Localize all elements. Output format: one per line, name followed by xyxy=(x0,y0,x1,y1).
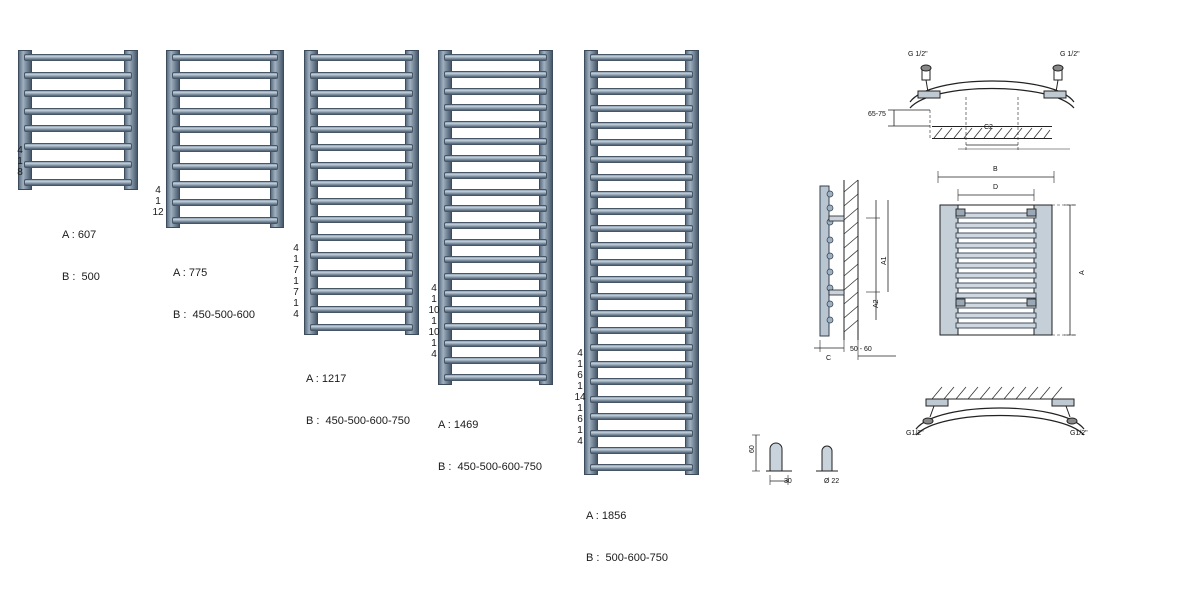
radiator-bar xyxy=(310,288,413,295)
caption-model-5 xyxy=(586,481,668,593)
height-code: 1 xyxy=(293,254,299,265)
height-code: 7 xyxy=(293,287,299,298)
height-codes-model-3 xyxy=(290,243,302,320)
height-code: 4 xyxy=(577,348,583,359)
caption-model-4 xyxy=(438,390,542,502)
radiator-bar xyxy=(590,310,693,317)
height-code: 10 xyxy=(428,327,440,338)
radiator-bar xyxy=(590,344,693,351)
radiator-bar xyxy=(590,191,693,198)
height-codes-model-5 xyxy=(574,348,586,447)
height-code: 4 xyxy=(577,436,583,447)
radiator-bar xyxy=(24,54,132,61)
radiator-bar xyxy=(590,259,693,266)
bracket-pin-detail xyxy=(740,425,870,495)
height-code: 1 xyxy=(293,276,299,287)
label-b-model-4: B : 450-500-600-750 xyxy=(438,461,542,473)
radiator-bar xyxy=(444,239,547,246)
radiator-bar xyxy=(444,205,547,212)
radiator-bar xyxy=(444,323,547,330)
top-center-dim-label: C2 xyxy=(984,124,993,131)
radiator-bar xyxy=(310,252,413,259)
radiator-bar xyxy=(310,162,413,169)
radiator-bar xyxy=(444,121,547,128)
radiator-bar xyxy=(24,108,132,115)
radiator-bar xyxy=(590,327,693,334)
radiator-bar xyxy=(444,189,547,196)
radiator-bar xyxy=(310,306,413,313)
radiator-bar xyxy=(590,156,693,163)
radiator-bar xyxy=(24,125,132,132)
caption-model-2 xyxy=(173,238,255,350)
height-code: 6 xyxy=(577,414,583,425)
radiator-model-3 xyxy=(304,50,419,335)
side-dim-a1-label: A1 xyxy=(881,256,888,265)
height-code: 1 xyxy=(577,381,583,392)
radiator-bar xyxy=(310,270,413,277)
radiator-bar xyxy=(590,174,693,181)
radiator-bar xyxy=(444,357,547,364)
radiator-bar xyxy=(444,374,547,381)
radiator-bars xyxy=(310,54,413,331)
height-code: 14 xyxy=(574,392,586,403)
height-code: 1 xyxy=(431,316,437,327)
bracket-depth-label: 30 xyxy=(784,478,792,485)
radiator-model-1 xyxy=(18,50,138,190)
radiator-bar xyxy=(310,216,413,223)
caption-model-1 xyxy=(62,200,100,312)
radiator-bars xyxy=(590,54,693,471)
radiator-bar xyxy=(172,90,278,97)
radiator-bar xyxy=(444,138,547,145)
radiator-bar xyxy=(24,179,132,186)
radiator-bar xyxy=(590,447,693,454)
radiator-bar xyxy=(590,122,693,129)
radiator-bar xyxy=(590,464,693,471)
height-code: 4 xyxy=(431,283,437,294)
bottom-thread-left-label: G1/2" xyxy=(906,430,924,437)
radiator-bar xyxy=(590,225,693,232)
height-code: 1 xyxy=(431,294,437,305)
bottom-connection-detail xyxy=(890,355,1120,445)
radiator-bar xyxy=(310,324,413,331)
height-code: 4 xyxy=(293,243,299,254)
radiator-bar xyxy=(310,180,413,187)
height-code: 1 xyxy=(577,403,583,414)
height-code: 7 xyxy=(293,265,299,276)
radiator-bar xyxy=(310,108,413,115)
radiator-bar xyxy=(590,139,693,146)
bracket-pin-svg xyxy=(740,425,870,495)
height-code: 6 xyxy=(577,370,583,381)
radiator-bar xyxy=(590,54,693,61)
radiator-bar xyxy=(590,293,693,300)
label-a-model-5: A : 1856 xyxy=(586,510,627,522)
height-codes-model-4 xyxy=(428,283,440,360)
height-code: 12 xyxy=(152,207,164,218)
radiator-bar xyxy=(444,172,547,179)
height-code: 8 xyxy=(17,167,23,178)
radiator-bar xyxy=(444,273,547,280)
radiator-bar xyxy=(444,256,547,263)
height-code: 4 xyxy=(155,185,161,196)
top-thread-left-label: G 1/2" xyxy=(908,51,928,58)
valve-right xyxy=(1044,65,1066,98)
radiator-bar xyxy=(310,126,413,133)
radiator-bar xyxy=(172,199,278,206)
front-width-inner-label: D xyxy=(993,184,999,191)
label-b-model-1: B : 500 xyxy=(62,271,100,283)
label-b-model-5: B : 500-600-750 xyxy=(586,552,668,564)
radiator-bar xyxy=(444,155,547,162)
top-connection-detail xyxy=(870,50,1110,150)
radiator-bars xyxy=(444,54,547,381)
radiator-bar xyxy=(172,72,278,79)
radiator-bar xyxy=(310,90,413,97)
side-dim-a2-label: A2 xyxy=(873,299,880,308)
front-view-svg xyxy=(930,165,1100,365)
height-code: 1 xyxy=(577,425,583,436)
height-code: 4 xyxy=(17,145,23,156)
caption-model-3 xyxy=(306,344,410,456)
radiator-bars xyxy=(24,54,132,186)
radiator-bar xyxy=(444,222,547,229)
radiator-bar xyxy=(444,54,547,61)
height-code: 4 xyxy=(293,309,299,320)
height-code: 1 xyxy=(431,338,437,349)
radiator-bars xyxy=(172,54,278,224)
radiator-bar xyxy=(24,161,132,168)
radiator-bar xyxy=(310,198,413,205)
radiator-model-2 xyxy=(166,50,284,228)
radiator-bar xyxy=(172,217,278,224)
height-code: 4 xyxy=(431,349,437,360)
label-b-model-2: B : 450-500-600 xyxy=(173,309,255,321)
height-code: 1 xyxy=(155,196,161,207)
label-a-model-1: A : 607 xyxy=(62,229,97,241)
front-view-detail xyxy=(930,165,1100,365)
side-wall-gap-label: 50 - 60 xyxy=(850,346,872,353)
height-code: 1 xyxy=(577,359,583,370)
height-code: 1 xyxy=(293,298,299,309)
radiator-bar xyxy=(590,378,693,385)
label-a-model-3: A : 1217 xyxy=(306,373,347,385)
radiator-bar xyxy=(24,72,132,79)
radiator-bar xyxy=(444,88,547,95)
height-code: 1 xyxy=(17,156,23,167)
bottom-thread-right-label: G1/2" xyxy=(1070,430,1088,437)
radiator-bar xyxy=(172,145,278,152)
radiator-bar xyxy=(172,163,278,170)
radiator-bar xyxy=(590,430,693,437)
radiator-bar xyxy=(590,276,693,283)
radiator-bar xyxy=(590,88,693,95)
label-b-model-3: B : 450-500-600-750 xyxy=(306,415,410,427)
radiator-model-5 xyxy=(584,50,699,475)
top-offset-label: 65-75 xyxy=(868,111,886,118)
side-view-detail xyxy=(800,180,910,380)
radiator-bar xyxy=(590,71,693,78)
bracket-hole-label: Ø 22 xyxy=(824,478,840,485)
radiator-bar xyxy=(310,144,413,151)
valve-left xyxy=(918,65,940,98)
radiator-bar xyxy=(590,105,693,112)
radiator-bar xyxy=(24,90,132,97)
front-height-label: A xyxy=(1079,270,1086,275)
label-a-model-4: A : 1469 xyxy=(438,419,479,431)
radiator-bar xyxy=(444,104,547,111)
height-codes-model-2 xyxy=(152,185,164,218)
top-connection-svg xyxy=(870,50,1110,150)
radiator-bar xyxy=(590,361,693,368)
label-a-model-2: A : 775 xyxy=(173,267,208,279)
radiator-bar xyxy=(590,396,693,403)
top-thread-right-label: G 1/2" xyxy=(1060,51,1080,58)
radiator-bar xyxy=(590,242,693,249)
radiator-bar xyxy=(310,54,413,61)
radiator-bar xyxy=(310,72,413,79)
radiator-bar xyxy=(172,181,278,188)
bracket-height-label: 60 xyxy=(749,445,756,453)
radiator-model-4 xyxy=(438,50,553,385)
radiator-bar xyxy=(172,126,278,133)
radiator-bar xyxy=(444,71,547,78)
radiator-bar xyxy=(444,306,547,313)
height-codes-model-1 xyxy=(14,145,26,178)
radiator-bar xyxy=(590,413,693,420)
radiator-bar xyxy=(310,234,413,241)
radiator-bar xyxy=(24,143,132,150)
side-bracket-dim-label: C xyxy=(826,355,832,362)
radiator-bar xyxy=(444,290,547,297)
radiator-bar xyxy=(172,108,278,115)
radiator-bar xyxy=(444,340,547,347)
height-code: 10 xyxy=(428,305,440,316)
radiator-bar xyxy=(172,54,278,61)
front-width-outer-label: B xyxy=(993,166,998,173)
radiator-bar xyxy=(590,208,693,215)
